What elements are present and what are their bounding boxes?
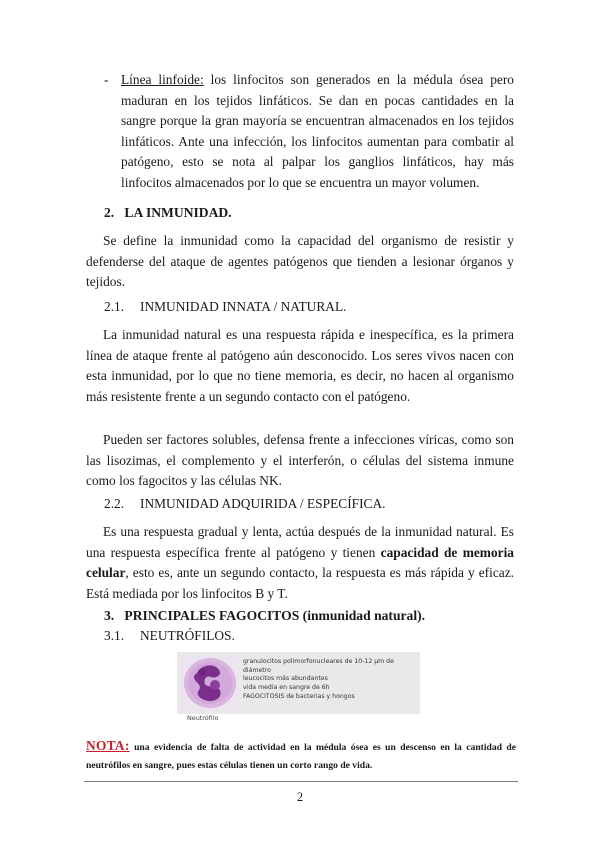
footer-divider — [84, 781, 518, 782]
bullet-term: Línea linfoide: — [121, 72, 204, 87]
figure-note-line: leucocitos más abundantes — [243, 675, 328, 683]
page-number: 2 — [296, 790, 304, 804]
subsection-number: 2.2. — [104, 496, 125, 511]
bullet-paragraph — [121, 70, 514, 193]
paragraph-adquirida-part2: , esto es, ante un segundo contacto, la respuesta es más rápida y eficaz. Está mediada por los linfocitos B y T. — [86, 565, 514, 601]
section-heading-fagocitos — [104, 606, 425, 626]
paragraph-adquirida-bold: capacidad de memoria celular — [86, 544, 514, 580]
paragraph-innata-1: La inmunidad natural es una respuesta rápida e inespecífica, es la primera línea de ataque frente al patógeno aún desconocido. Los seres vivos nacen con esta inmunidad, por lo que no tiene memoria, es decir, no hacen al organismo más resistente frente a un segundo contacto con el patógeno. — [86, 327, 514, 404]
bullet-dash: - — [104, 72, 109, 87]
subsection-heading-neutrofilos — [104, 626, 235, 646]
section-title: LA INMUNIDAD. — [124, 205, 232, 220]
bullet-item-linea-linfoide — [104, 70, 514, 193]
nota-label: NOTA: — [86, 738, 130, 753]
paragraph-adquirida — [86, 522, 514, 604]
section-title: PRINCIPALES FAGOCITOS (inmunidad natural). — [124, 608, 426, 623]
figure-note-line: FAGOCITOSIS de bacterias y hongos — [243, 692, 355, 700]
paragraph-innata-2: Pueden ser factores solubles, defensa frente a infecciones víricas, como son las lisozimas, el complemento y el interferón, o células del sistema inmune como los fagocitos y las células NK. — [86, 432, 514, 488]
figure-note-line: vida media en sangre de 6h — [243, 684, 330, 692]
paragraph-adquirida-part1: Es una respuesta gradual y lenta, actúa después de la inmunidad natural. Es una respuesta específica frente al patógeno y tienen — [86, 524, 514, 560]
subsection-title: NEUTRÓFILOS. — [140, 628, 235, 643]
subsection-number: 3.1. — [104, 628, 125, 643]
figure-note-line: granulocitos polimorfonucleares de 10-12 µm de — [243, 658, 394, 665]
nota-paragraph — [86, 737, 516, 775]
figure-note-line: diámetro — [243, 666, 271, 674]
subsection-number: 2.1. — [104, 299, 125, 314]
section-number: 3. — [104, 608, 115, 623]
nota-text: una evidencia de falta de actividad en la médula ósea es un descenso en la cantidad de neutrófilos en sangre, pues estas células tienen un corto rango de vida. — [86, 742, 516, 771]
subsection-heading-innata — [104, 297, 346, 317]
neutrophil-cell-image — [181, 655, 239, 711]
section-heading-inmunidad — [104, 203, 232, 223]
subsection-title: INMUNIDAD INNATA / NATURAL. — [140, 299, 347, 314]
subsection-title: INMUNIDAD ADQUIRIDA / ESPECÍFICA. — [140, 496, 386, 511]
subsection-heading-adquirida — [104, 494, 386, 514]
figure-notes — [243, 658, 419, 702]
figure-caption: Neutrófilo — [187, 714, 219, 722]
paragraph-inmunidad-intro: Se define la inmunidad como la capacidad del organismo de resistir y defenderse del ataque de agentes patógenos que tienden a lesionar órganos y tejidos. — [86, 233, 514, 289]
neutrophil-figure — [177, 652, 420, 724]
section-number: 2. — [104, 205, 115, 220]
bullet-text: los linfocitos son generados en la médula ósea pero maduran en los tejidos linfáticos. Se dan en pocas cantidades en la sangre porque la gran mayoría se encuentran almacenados en los tejidos linfáticos. Ante una infección, los linfocitos aumentan para combatir al patógeno, esto se nota al palpar los ganglios linfáticos, hay más linfocitos almacenados por lo que se encuentra un mayor volumen. — [121, 72, 514, 190]
